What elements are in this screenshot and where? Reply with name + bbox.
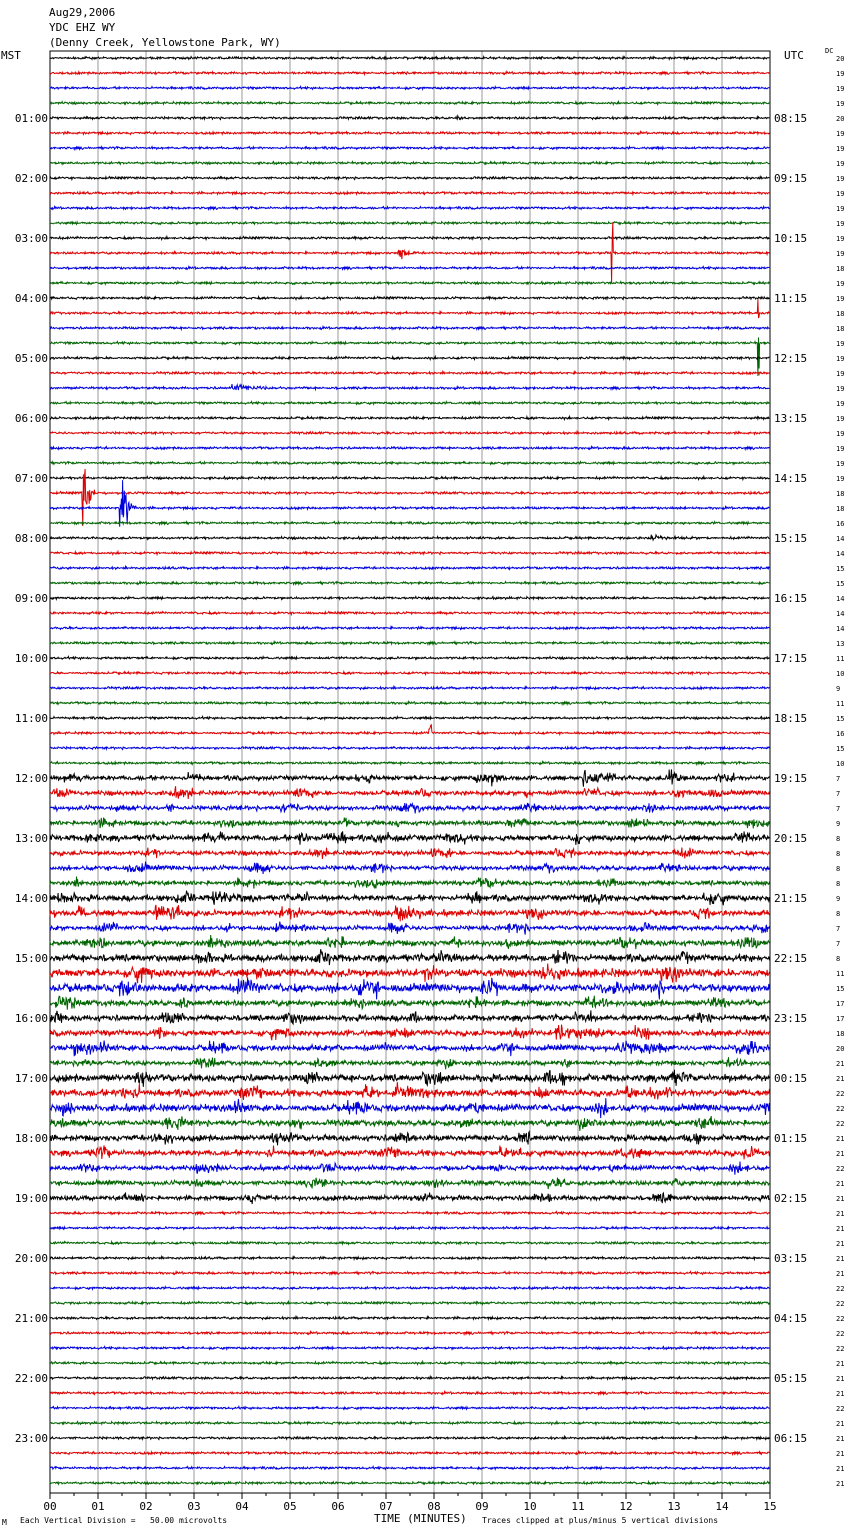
dc-offset-value: 15	[836, 745, 845, 753]
left-hour-label: 10:00	[14, 652, 48, 665]
dc-offset-value: 14	[836, 550, 845, 558]
trace-row-23	[50, 402, 769, 405]
trace-row-18	[50, 327, 769, 330]
trace-row-47	[50, 762, 769, 765]
x-tick-label: 02	[139, 1500, 153, 1513]
trace-row-64	[50, 1010, 769, 1024]
right-hour-label: 12:15	[774, 352, 808, 365]
trace-row-81	[50, 1272, 769, 1275]
dc-offset-value: 19	[836, 415, 845, 423]
right-hour-label: 03:15	[774, 1252, 808, 1265]
dc-offset-value: 22	[836, 1405, 845, 1413]
dc-offset-value: 14	[836, 595, 845, 603]
dc-offset-value: 8	[836, 880, 841, 888]
left-hour-label: 23:00	[14, 1432, 48, 1445]
right-hour-label: 10:15	[774, 232, 808, 245]
right-hour-label: 14:15	[774, 472, 808, 485]
dc-offset-value: 13	[836, 640, 845, 648]
trace-row-34	[50, 567, 769, 570]
trace-row-35	[50, 582, 769, 585]
trace-row-2	[50, 87, 769, 90]
trace-row-41	[50, 672, 769, 675]
dc-offset-value: 19	[836, 130, 845, 138]
trace-row-73	[50, 1145, 769, 1159]
dc-offset-value: 22	[836, 1300, 845, 1308]
dc-offset-value: 18	[836, 325, 845, 333]
dc-offset-value: 22	[836, 1165, 845, 1173]
dc-offset-value: 8	[836, 835, 841, 843]
left-hour-label: 12:00	[14, 772, 48, 785]
dc-offset-value: 19	[836, 400, 845, 408]
trace-row-46	[50, 747, 769, 750]
trace-row-10	[50, 207, 769, 210]
x-tick-label: 04	[235, 1500, 249, 1513]
dc-offset-value: 21	[836, 1135, 845, 1143]
dc-offset-value: 19	[836, 220, 845, 228]
dc-offset-value: 19	[836, 385, 845, 393]
dc-offset-value: 11	[836, 970, 845, 978]
dc-offset-value: 10	[836, 760, 845, 768]
trace-row-91	[50, 1422, 769, 1425]
right-hour-label: 02:15	[774, 1192, 808, 1205]
trace-row-52	[50, 831, 769, 845]
dc-offset-value: 21	[836, 1210, 845, 1218]
trace-row-25	[50, 432, 769, 435]
dc-offset-value: 17	[836, 1000, 845, 1008]
trace-row-70	[50, 1098, 769, 1118]
left-hour-label: 07:00	[14, 472, 48, 485]
dc-offset-value: 19	[836, 190, 845, 198]
dc-offset-value: 11	[836, 655, 845, 663]
x-tick-label: 12	[619, 1500, 633, 1513]
left-hour-label: 06:00	[14, 412, 48, 425]
trace-row-53	[50, 848, 769, 859]
dc-offset-value: 22	[836, 1330, 845, 1338]
dc-offset-value: 21	[836, 1420, 845, 1428]
right-hour-label: 08:15	[774, 112, 808, 125]
trace-row-75	[50, 1178, 769, 1190]
trace-row-45	[50, 725, 769, 735]
left-hour-label: 14:00	[14, 892, 48, 905]
trace-row-71	[50, 1116, 769, 1131]
trace-row-77	[50, 1212, 769, 1215]
trace-row-90	[50, 1407, 769, 1410]
trace-row-66	[50, 1041, 769, 1057]
dc-offset-value: 19	[836, 160, 845, 168]
dc-offset-value: 22	[836, 1345, 845, 1353]
trace-row-92	[50, 1437, 769, 1440]
dc-offset-value: 15	[836, 985, 845, 993]
right-hour-label: 00:15	[774, 1072, 808, 1085]
right-hour-label: 22:15	[774, 952, 808, 965]
right-hour-label: 20:15	[774, 832, 808, 845]
left-hour-label: 21:00	[14, 1312, 48, 1325]
left-hour-label: 15:00	[14, 952, 48, 965]
trace-row-21	[50, 372, 769, 375]
right-hour-label: 16:15	[774, 592, 808, 605]
trace-row-37	[50, 612, 769, 615]
dc-offset-value: 21	[836, 1255, 845, 1263]
dc-offset-value: 19	[836, 355, 845, 363]
dc-offset-value: 21	[836, 1150, 845, 1158]
trace-row-22	[50, 384, 769, 390]
trace-row-14	[50, 267, 769, 270]
x-tick-label: 03	[187, 1500, 201, 1513]
trace-row-76	[50, 1192, 769, 1204]
trace-row-86	[50, 1347, 769, 1350]
dc-offset-value: 22	[836, 1315, 845, 1323]
dc-offset-value: 8	[836, 850, 841, 858]
x-tick-label: 10	[523, 1500, 537, 1513]
clip-note: Traces clipped at plus/minus 5 vertical divisions	[482, 1516, 719, 1525]
dc-offset-value: 21	[836, 1465, 845, 1473]
dc-offset-value: 10	[836, 670, 845, 678]
trace-row-43	[50, 702, 769, 705]
trace-row-56	[50, 891, 769, 906]
dc-offset-value: 8	[836, 910, 841, 918]
trace-row-80	[50, 1257, 769, 1260]
trace-row-20	[50, 357, 769, 360]
dc-offset-value: 19	[836, 475, 845, 483]
dc-offset-value: 19	[836, 145, 845, 153]
trace-row-13	[50, 222, 769, 283]
right-hour-label: 15:15	[774, 532, 808, 545]
trace-row-8	[50, 177, 769, 180]
x-tick-label: 14	[715, 1500, 729, 1513]
x-tick-label: 15	[763, 1500, 777, 1513]
trace-row-84	[50, 1317, 769, 1320]
chart-title-location: (Denny Creek, Yellowstone Park, WY)	[49, 36, 281, 49]
dc-offset-value: 15	[836, 580, 845, 588]
vertical-scale-note: Each Vertical Division = 50.00 microvolts	[20, 1516, 228, 1525]
dc-offset-value: 18	[836, 310, 845, 318]
dc-offset-value: 14	[836, 610, 845, 618]
dc-offset-value: 16	[836, 730, 845, 738]
dc-offset-value: 9	[836, 685, 841, 693]
dc-offset-value: 19	[836, 70, 845, 78]
dc-offset-value: 16	[836, 520, 845, 528]
left-hour-label: 13:00	[14, 832, 48, 845]
right-hour-label: 11:15	[774, 292, 808, 305]
trace-row-15	[50, 282, 769, 285]
dc-offset-value: 19	[836, 175, 845, 183]
right-hour-label: 05:15	[774, 1372, 808, 1385]
trace-row-42	[50, 687, 769, 690]
right-hour-label: 23:15	[774, 1012, 808, 1025]
chart-title-station: YDC EHZ WY	[49, 21, 116, 34]
trace-row-59	[50, 935, 769, 949]
trace-row-51	[50, 818, 769, 829]
dc-offset-value: 14	[836, 535, 845, 543]
right-hour-label: 13:15	[774, 412, 808, 425]
dc-offset-value: 19	[836, 445, 845, 453]
x-tick-label: 05	[283, 1500, 297, 1513]
dc-offset-value: 7	[836, 805, 841, 813]
trace-row-65	[50, 1025, 769, 1041]
trace-row-38	[50, 627, 769, 630]
dc-offset-value: 19	[836, 460, 845, 468]
dc-offset-value: 18	[836, 265, 845, 273]
left-hour-label: 02:00	[14, 172, 48, 185]
dc-offset-value: 21	[836, 1480, 845, 1488]
right-hour-label: 04:15	[774, 1312, 808, 1325]
x-tick-label: 06	[331, 1500, 345, 1513]
dc-offset-value: 19	[836, 370, 845, 378]
dc-offset-value: 8	[836, 865, 841, 873]
trace-row-78	[50, 1227, 769, 1230]
trace-row-82	[50, 1287, 769, 1290]
trace-row-74	[50, 1162, 769, 1175]
trace-row-3	[50, 102, 769, 105]
dc-offset-value: 21	[836, 1390, 845, 1398]
x-tick-label: 00	[43, 1500, 57, 1513]
footer-mark: M	[2, 1518, 7, 1527]
dc-offset-value: 20	[836, 55, 845, 63]
dc-offset-value: 22	[836, 1285, 845, 1293]
dc-offset-value: 19	[836, 340, 845, 348]
trace-row-95	[50, 1482, 769, 1485]
trace-row-44	[50, 717, 769, 720]
dc-offset-value: 21	[836, 1225, 845, 1233]
trace-row-87	[50, 1362, 769, 1365]
dc-offset-value: 9	[836, 820, 841, 828]
x-tick-label: 08	[427, 1500, 441, 1513]
trace-row-89	[50, 1392, 769, 1395]
trace-row-54	[50, 862, 769, 874]
left-hour-label: 18:00	[14, 1132, 48, 1145]
dc-offset-header: DC	[825, 47, 834, 55]
left-hour-label: 01:00	[14, 112, 48, 125]
trace-row-11	[50, 222, 769, 225]
left-hour-label: 16:00	[14, 1012, 48, 1025]
dc-offset-value: 9	[836, 895, 841, 903]
dc-offset-value: 19	[836, 235, 845, 243]
dc-offset-value: 7	[836, 775, 841, 783]
trace-row-85	[50, 1332, 769, 1335]
trace-row-55	[50, 877, 769, 889]
left-hour-label: 17:00	[14, 1072, 48, 1085]
left-hour-label: 03:00	[14, 232, 48, 245]
trace-row-67	[50, 1057, 769, 1069]
x-tick-label: 09	[475, 1500, 489, 1513]
left-hour-label: 20:00	[14, 1252, 48, 1265]
trace-row-4	[50, 116, 769, 120]
dc-offset-value: 20	[836, 1045, 845, 1053]
dc-offset-value: 20	[836, 115, 845, 123]
dc-offset-value: 19	[836, 85, 845, 93]
trace-row-7	[50, 162, 769, 165]
dc-offset-value: 18	[836, 1030, 845, 1038]
trace-row-94	[50, 1467, 769, 1470]
trace-row-31	[50, 522, 769, 525]
dc-offset-value: 7	[836, 925, 841, 933]
x-tick-label: 11	[571, 1500, 585, 1513]
trace-row-50	[50, 803, 769, 814]
x-tick-label: 13	[667, 1500, 681, 1513]
dc-offset-value: 8	[836, 955, 841, 963]
trace-row-88	[50, 1377, 769, 1380]
trace-row-9	[50, 192, 769, 195]
x-axis-title: TIME (MINUTES)	[374, 1512, 467, 1525]
trace-row-5	[50, 132, 769, 135]
trace-row-68	[50, 1070, 769, 1087]
dc-offset-value: 21	[836, 1195, 845, 1203]
dc-offset-value: 18	[836, 490, 845, 498]
trace-row-93	[50, 1452, 769, 1455]
dc-offset-value: 19	[836, 205, 845, 213]
x-tick-label: 01	[91, 1500, 105, 1513]
dc-offset-value: 18	[836, 505, 845, 513]
left-hour-label: 19:00	[14, 1192, 48, 1205]
trace-row-60	[50, 949, 769, 965]
dc-offset-value: 19	[836, 295, 845, 303]
dc-offset-value: 21	[836, 1270, 845, 1278]
left-hour-label: 09:00	[14, 592, 48, 605]
right-hour-label: 09:15	[774, 172, 808, 185]
trace-row-72	[50, 1132, 769, 1146]
trace-row-19	[50, 337, 769, 376]
trace-row-49	[50, 786, 769, 799]
dc-offset-value: 7	[836, 940, 841, 948]
trace-row-27	[50, 462, 769, 465]
x-tick-label: 07	[379, 1500, 393, 1513]
dc-offset-value: 22	[836, 1090, 845, 1098]
right-hour-label: 06:15	[774, 1432, 808, 1445]
dc-offset-value: 15	[836, 565, 845, 573]
trace-row-12	[50, 237, 769, 240]
dc-offset-value: 21	[836, 1240, 845, 1248]
dc-offset-value: 19	[836, 100, 845, 108]
dc-offset-value: 21	[836, 1450, 845, 1458]
right-timezone-label: UTC	[784, 49, 804, 62]
dc-offset-value: 11	[836, 700, 845, 708]
right-hour-label: 01:15	[774, 1132, 808, 1145]
trace-row-30	[50, 480, 769, 527]
right-hour-label: 17:15	[774, 652, 808, 665]
trace-row-39	[50, 642, 769, 645]
trace-row-83	[50, 1302, 769, 1305]
dc-offset-value: 21	[836, 1375, 845, 1383]
dc-offset-value: 21	[836, 1360, 845, 1368]
dc-offset-value: 21	[836, 1060, 845, 1068]
dc-offset-value: 14	[836, 625, 845, 633]
trace-row-58	[50, 922, 769, 935]
trace-row-63	[50, 996, 769, 1010]
dc-offset-value: 21	[836, 1180, 845, 1188]
trace-row-48	[50, 769, 769, 786]
trace-row-16	[50, 297, 769, 300]
trace-row-69	[50, 1082, 769, 1100]
dc-offset-value: 17	[836, 1015, 845, 1023]
right-hour-label: 21:15	[774, 892, 808, 905]
right-hour-label: 18:15	[774, 712, 808, 725]
dc-offset-value: 21	[836, 1435, 845, 1443]
dc-offset-value: 19	[836, 280, 845, 288]
trace-row-1	[50, 72, 769, 75]
left-hour-label: 04:00	[14, 292, 48, 305]
left-hour-label: 22:00	[14, 1372, 48, 1385]
trace-row-33	[50, 552, 769, 555]
trace-row-0	[50, 57, 769, 60]
trace-row-17	[50, 300, 769, 318]
trace-row-61	[50, 964, 769, 984]
trace-row-36	[50, 597, 769, 600]
trace-row-32	[50, 535, 769, 540]
dc-offset-value: 21	[836, 1075, 845, 1083]
dc-offset-value: 19	[836, 430, 845, 438]
trace-row-40	[50, 657, 769, 660]
left-hour-label: 08:00	[14, 532, 48, 545]
dc-offset-value: 15	[836, 715, 845, 723]
trace-row-26	[50, 447, 769, 450]
dc-offset-value: 22	[836, 1105, 845, 1113]
trace-row-79	[50, 1242, 769, 1245]
trace-row-24	[50, 417, 769, 420]
left-hour-label: 05:00	[14, 352, 48, 365]
dc-offset-value: 22	[836, 1120, 845, 1128]
trace-row-28	[50, 477, 769, 480]
chart-title-date: Aug29,2006	[49, 6, 116, 19]
dc-offset-value: 19	[836, 250, 845, 258]
dc-offset-value: 7	[836, 790, 841, 798]
trace-row-57	[50, 905, 769, 922]
trace-row-6	[50, 147, 769, 150]
left-hour-label: 11:00	[14, 712, 48, 725]
left-timezone-label: MST	[1, 49, 21, 62]
right-hour-label: 19:15	[774, 772, 808, 785]
